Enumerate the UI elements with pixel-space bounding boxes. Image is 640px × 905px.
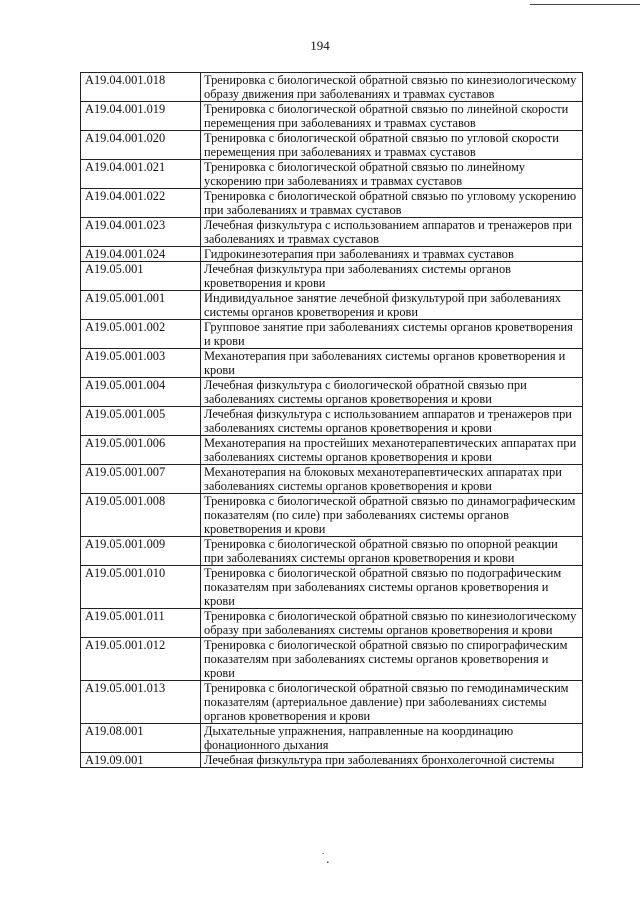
table-row bbox=[81, 407, 583, 436]
table-row bbox=[81, 724, 583, 753]
procedure-description: Лечебная физкультура с биологической обратной связью при заболеваниях системы органов кроветворения и крови bbox=[201, 378, 583, 407]
table-row bbox=[81, 494, 583, 537]
procedure-code: A19.04.001.023 bbox=[81, 218, 201, 247]
procedure-description: Гидрокинезотерапия при заболеваниях и травмах суставов bbox=[201, 247, 583, 262]
procedure-description: Тренировка с биологической обратной связью по подографическим показателям при заболеваниях системы органов кроветворения и крови bbox=[201, 566, 583, 609]
procedure-code: A19.05.001.009 bbox=[81, 537, 201, 566]
page-number: 194 bbox=[310, 38, 330, 53]
procedure-description: Тренировка с биологической обратной связью по линейной скорости перемещения при заболеваниях и травмах суставов bbox=[201, 102, 583, 131]
procedure-description: Тренировка с биологической обратной связью по линейному ускорению при заболеваниях и травмах суставов bbox=[201, 160, 583, 189]
scan-speck: . bbox=[322, 846, 325, 856]
table-row bbox=[81, 609, 583, 638]
table-row bbox=[81, 681, 583, 724]
procedure-code: A19.05.001.003 bbox=[81, 349, 201, 378]
procedure-description: Тренировка с биологической обратной связью по гемодинамическим показателям (артериальное давление) при заболеваниях системы органов кроветворения и крови bbox=[201, 681, 583, 724]
scan-speck: . bbox=[326, 852, 330, 867]
table-row bbox=[81, 73, 583, 102]
procedure-code: A19.09.001 bbox=[81, 753, 201, 768]
table-row bbox=[81, 247, 583, 262]
table-row bbox=[81, 102, 583, 131]
procedure-description: Тренировка с биологической обратной связью по спирографическим показателям при заболеваниях системы органов кроветворения и крови bbox=[201, 638, 583, 681]
table-row bbox=[81, 638, 583, 681]
procedure-code: A19.05.001.012 bbox=[81, 638, 201, 681]
procedure-code: A19.04.001.019 bbox=[81, 102, 201, 131]
procedure-description: Индивидуальное занятие лечебной физкультурой при заболеваниях системы органов кроветворения и крови bbox=[201, 291, 583, 320]
procedure-code: A19.05.001.010 bbox=[81, 566, 201, 609]
procedure-code: A19.05.001.005 bbox=[81, 407, 201, 436]
table-row bbox=[81, 378, 583, 407]
procedure-description: Тренировка с биологической обратной связью по опорной реакции при заболеваниях системы органов кроветворения и крови bbox=[201, 537, 583, 566]
procedure-description: Тренировка с биологической обратной связью по кинезиологическому образу при заболеваниях системы органов кроветворения и крови bbox=[201, 609, 583, 638]
procedure-code: A19.05.001.004 bbox=[81, 378, 201, 407]
procedure-code: A19.04.001.022 bbox=[81, 189, 201, 218]
table-row bbox=[81, 465, 583, 494]
table-row bbox=[81, 160, 583, 189]
procedure-code: A19.04.001.024 bbox=[81, 247, 201, 262]
procedure-description: Механотерапия на блоковых механотерапевтических аппаратах при заболеваниях системы органов кроветворения и крови bbox=[201, 465, 583, 494]
table-row bbox=[81, 291, 583, 320]
table-body bbox=[81, 73, 583, 768]
top-rule bbox=[530, 4, 640, 5]
procedure-description: Механотерапия на простейших механотерапевтических аппаратах при заболеваниях системы органов кроветворения и крови bbox=[201, 436, 583, 465]
table-row bbox=[81, 753, 583, 768]
procedure-code: A19.05.001.007 bbox=[81, 465, 201, 494]
procedure-description: Тренировка с биологической обратной связью по кинезиологическому образу движения при заболеваниях и травмах суставов bbox=[201, 73, 583, 102]
procedure-code: A19.05.001.013 bbox=[81, 681, 201, 724]
procedure-description: Групповое занятие при заболеваниях системы органов кроветворения и крови bbox=[201, 320, 583, 349]
procedure-description: Тренировка с биологической обратной связью по угловому ускорению при заболеваниях и травмах суставов bbox=[201, 189, 583, 218]
procedure-code: A19.05.001 bbox=[81, 262, 201, 291]
table-row bbox=[81, 537, 583, 566]
table-row bbox=[81, 566, 583, 609]
table-row bbox=[81, 436, 583, 465]
table-row bbox=[81, 131, 583, 160]
procedure-code: A19.05.001.008 bbox=[81, 494, 201, 537]
procedure-description: Механотерапия при заболеваниях системы органов кроветворения и крови bbox=[201, 349, 583, 378]
procedure-description: Лечебная физкультура при заболеваниях бронхолегочной системы bbox=[201, 753, 583, 768]
procedure-description: Тренировка с биологической обратной связью по угловой скорости перемещения при заболеваниях и травмах суставов bbox=[201, 131, 583, 160]
procedure-description: Лечебная физкультура при заболеваниях системы органов кроветворения и крови bbox=[201, 262, 583, 291]
procedure-code: A19.05.001.001 bbox=[81, 291, 201, 320]
procedure-codes-table bbox=[80, 72, 583, 768]
table-row bbox=[81, 349, 583, 378]
table-row bbox=[81, 189, 583, 218]
procedure-description: Лечебная физкультура с использованием аппаратов и тренажеров при заболеваниях и травмах суставов bbox=[201, 218, 583, 247]
procedure-code: A19.04.001.021 bbox=[81, 160, 201, 189]
procedure-code: A19.04.001.018 bbox=[81, 73, 201, 102]
procedure-code: A19.05.001.011 bbox=[81, 609, 201, 638]
table-row bbox=[81, 218, 583, 247]
procedure-description: Тренировка с биологической обратной связью по динамографическим показателям (по силе) при заболеваниях системы органов кроветворения и крови bbox=[201, 494, 583, 537]
procedure-code: A19.04.001.020 bbox=[81, 131, 201, 160]
procedure-code: A19.05.001.002 bbox=[81, 320, 201, 349]
procedure-description: Лечебная физкультура с использованием аппаратов и тренажеров при заболеваниях системы органов кроветворения и крови bbox=[201, 407, 583, 436]
procedure-code: A19.08.001 bbox=[81, 724, 201, 753]
table-row bbox=[81, 320, 583, 349]
procedure-description: Дыхательные упражнения, направленные на координацию фонационного дыхания bbox=[201, 724, 583, 753]
procedure-code: A19.05.001.006 bbox=[81, 436, 201, 465]
table-row bbox=[81, 262, 583, 291]
